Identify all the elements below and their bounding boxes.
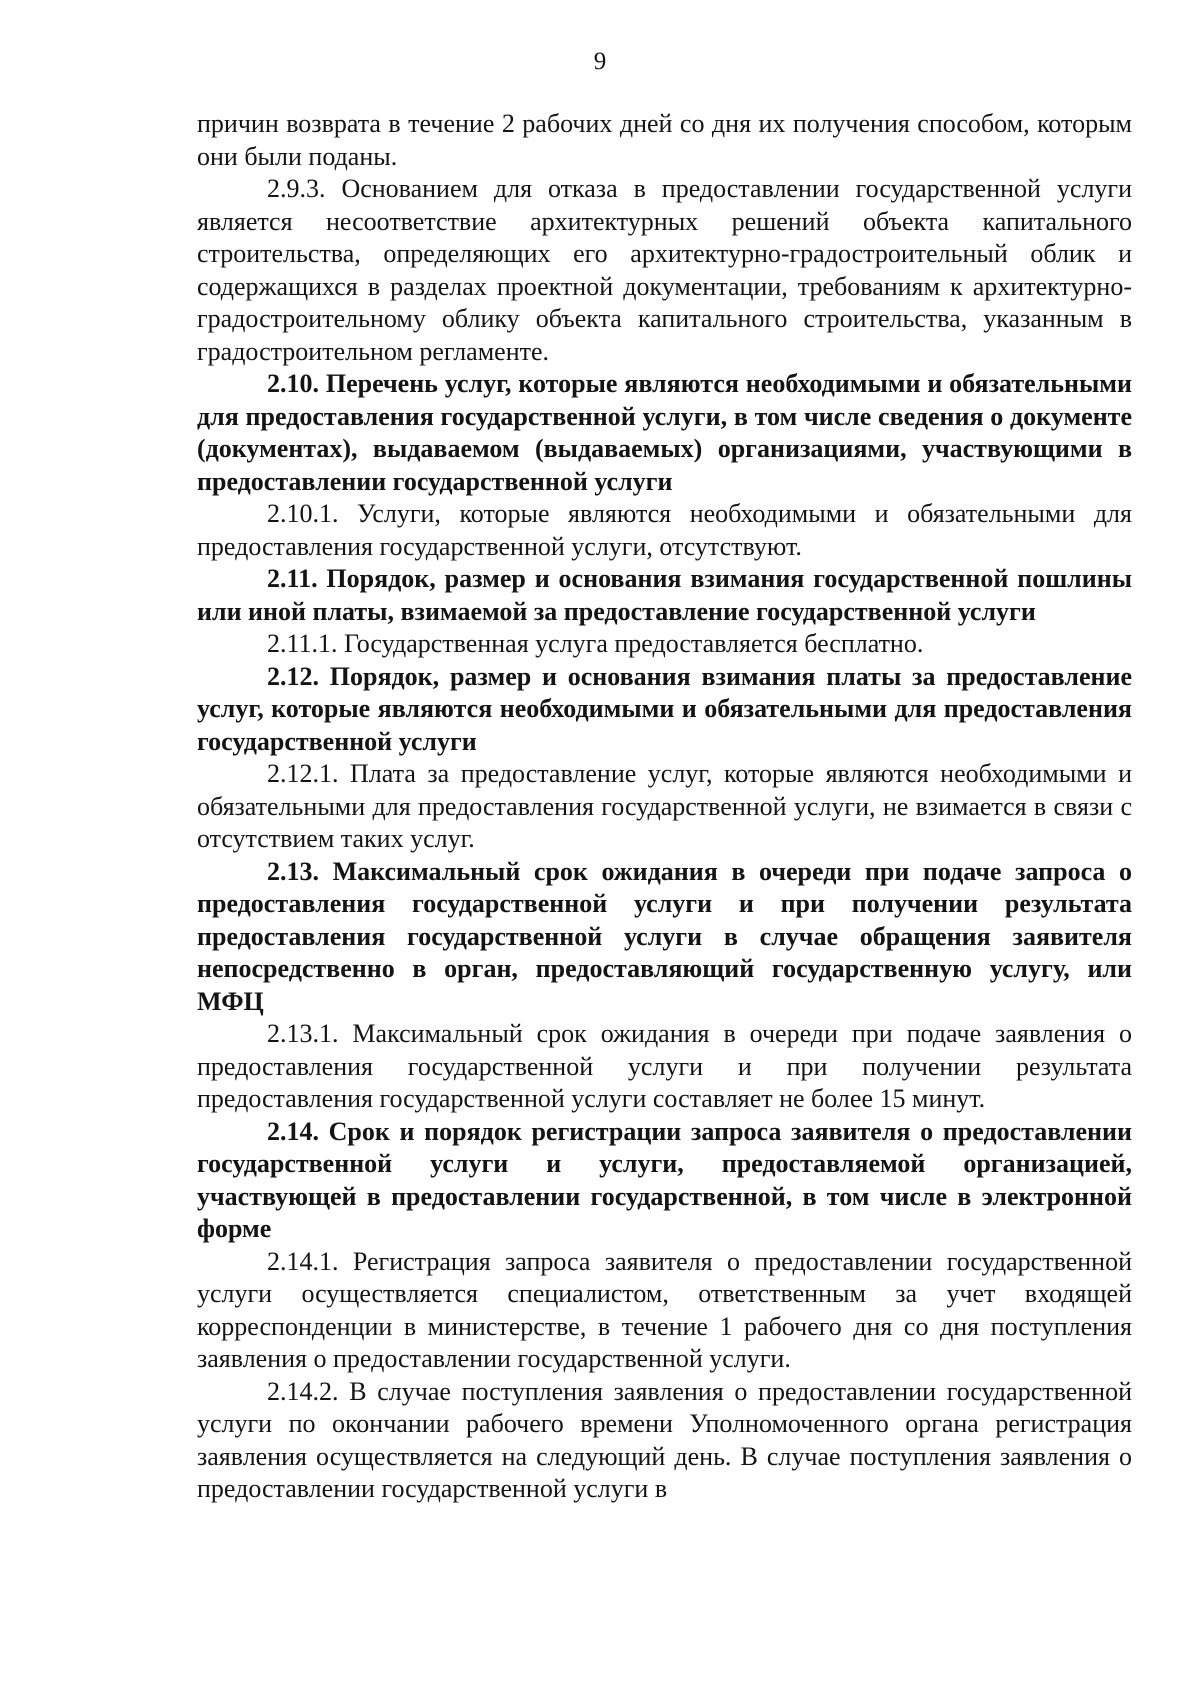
paragraph-continuation: причин возврата в течение 2 рабочих дней со дня их получения способом, которым они были поданы.: [197, 109, 1132, 171]
paragraph-2-11-1: 2.11.1. Государственная услуга предоставляется бесплатно.: [267, 629, 924, 658]
paragraph-2-13-1: 2.13.1. Максимальный срок ожидания в очереди при подаче заявления о предоставления государственной услуги и при получении результата предоставления государственной услуги составляет не более 15 минут.: [197, 1019, 1132, 1113]
page-number: 9: [593, 48, 607, 75]
heading-2-11: 2.11. Порядок, размер и основания взимания государственной пошлины или иной платы, взимаемой за предоставление государственной услуги: [197, 564, 1132, 626]
paragraph-2-14-1: 2.14.1. Регистрация запроса заявителя о предоставлении государственной услуги осуществляется специалистом, ответственным за учет входящей корреспонденции в министерстве, в течение 1 рабочего дня со дня поступления заявления о предоставлении государственной услуги.: [197, 1246, 1132, 1373]
heading-2-10: 2.10. Перечень услуг, которые являются необходимыми и обязательными для предоставления государственной услуги, в том числе сведения о документе (документах), выдаваемом (выдаваемых) организациями, участвующими в предоставлении государственной услуги: [197, 369, 1132, 496]
paragraph-2-14-2: 2.14.2. В случае поступления заявления о предоставлении государственной услуги по окончании рабочего времени Уполномоченного органа регистрация заявления осуществляется на следующий день. В случае поступления заявления о предоставлении государственной услуги в: [197, 1376, 1132, 1503]
heading-2-14: 2.14. Срок и порядок регистрации запроса заявителя о предоставлении государственной услуги и услуги, предоставляемой организацией, участвующей в предоставлении государственной, в том числе в электронной форме: [197, 1116, 1132, 1243]
paragraph-2-10-1: 2.10.1. Услуги, которые являются необходимыми и обязательными для предоставления государственной услуги, отсутствуют.: [197, 499, 1132, 561]
paragraph-2-12-1: 2.12.1. Плата за предоставление услуг, которые являются необходимыми и обязательными для предоставления государственной услуги, не взимается в связи с отсутствием таких услуг.: [197, 759, 1132, 853]
paragraph-2-9-3: 2.9.3. Основанием для отказа в предоставлении государственной услуги является несоответствие архитектурных решений объекта капитального строительства, определяющих его архитектурно-градостроительный облик и содержащихся в разделах проектной документации, требованиям к архитектурно-градостроительному облику объекта капитального строительства, указанным в градостроительном регламенте.: [197, 174, 1132, 366]
heading-2-13: 2.13. Максимальный срок ожидания в очереди при подаче запроса о предоставления государственной услуги и при получении результата предоставления государственной услуги в случае обращения заявителя непосредственно в орган, предоставляющий государственную услугу, или МФЦ: [197, 856, 1132, 1016]
heading-2-12: 2.12. Порядок, размер и основания взимания платы за предоставление услуг, которые являются необходимыми и обязательными для предоставления государственной услуги: [197, 661, 1132, 756]
document-body: [197, 108, 1132, 1506]
